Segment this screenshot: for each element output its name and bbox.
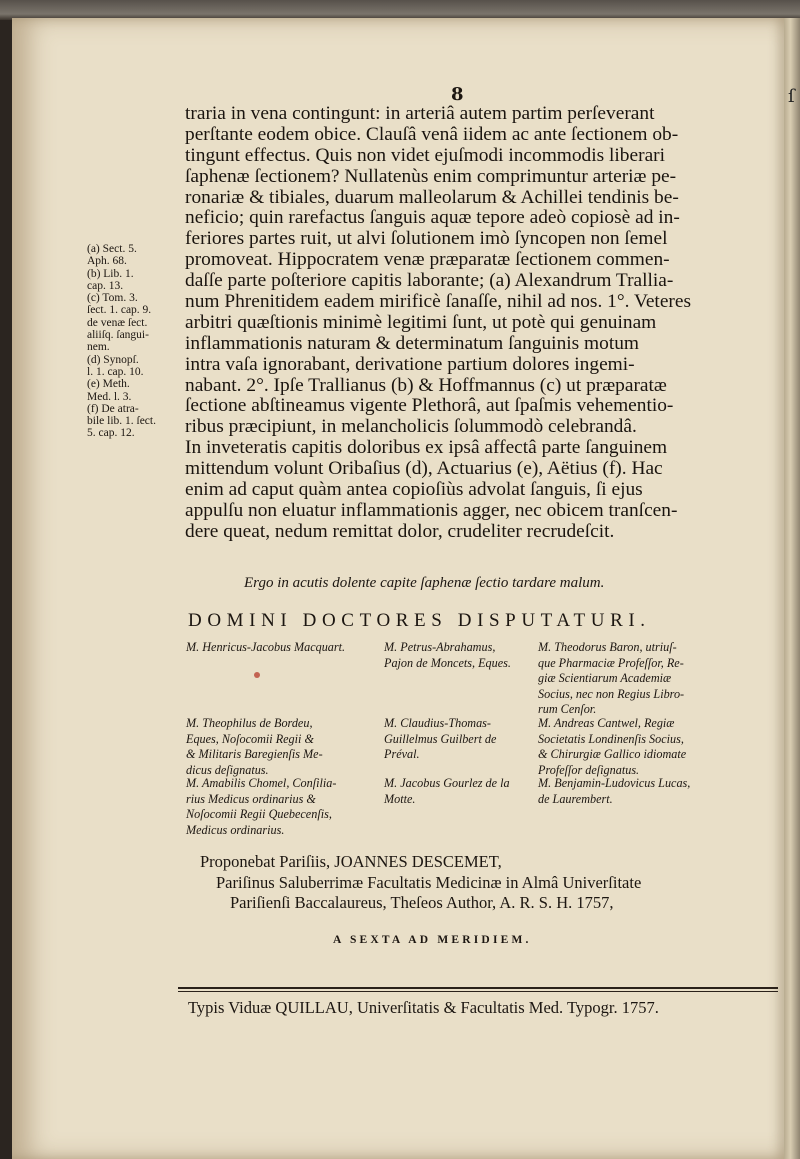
margin-note-line: (c) Tom. 3. bbox=[87, 292, 138, 305]
margin-note-line: (b) Lib. 1. bbox=[87, 267, 134, 280]
margin-note-line: Aph. 68. bbox=[87, 255, 127, 268]
doctor-line: M. Petrus-Abrahamus, bbox=[384, 640, 496, 654]
doctor-line: Noſocomii Regii Quebecenſis, bbox=[186, 807, 332, 821]
text-line: dere queat, nedum remittat dolor, crudeliter recrudeſcit. bbox=[185, 520, 615, 542]
text-line: feriores partes ruit, ut alvi ſolutionem imò ſyncopen non ſemel bbox=[185, 228, 668, 250]
top-page-edge bbox=[0, 0, 800, 20]
doctor-entry bbox=[538, 640, 684, 718]
margin-note-line: (f) De atra- bbox=[87, 402, 139, 415]
doctor-line: M. Henricus-Jacobus Macquart. bbox=[186, 640, 346, 654]
text-line: traria in vena contingunt: in arteriâ autem partim perſeverant bbox=[185, 103, 655, 124]
text-line: tingunt effectus. Quis non videt ejuſmodi incommodis liberari bbox=[185, 144, 666, 166]
doctor-entry bbox=[384, 716, 496, 763]
margin-note-line: bile lib. 1. ſect. bbox=[87, 415, 156, 428]
proponebat-line: Pariſinus Saluberrimæ Facultatis Medicinæ in Almâ Univerſitate bbox=[216, 872, 642, 892]
doctor-line: M. Theophilus de Bordeu, bbox=[186, 716, 313, 730]
doctor-entry bbox=[384, 776, 510, 807]
doctor-line: Motte. bbox=[384, 791, 416, 806]
text-line: intra vaſa ignorabant, derivatione partium dolores ingemi- bbox=[185, 353, 635, 375]
margin-note-line: 5. cap. 12. bbox=[87, 427, 135, 440]
time-line: A SEXTA AD MERIDIEM. bbox=[333, 934, 532, 946]
doctor-line: giæ Scientiarum Academiæ bbox=[538, 671, 672, 685]
doctor-line: & Militaris Baregienſis Me- bbox=[186, 747, 323, 761]
doctor-line: & Chirurgiæ Gallico idiomate bbox=[538, 747, 687, 761]
text-line: nabant. 2°. Ipſe Trallianus (b) & Hoffmannus (c) ut præparatæ bbox=[185, 374, 667, 396]
margin-note-line: l. 1. cap. 10. bbox=[87, 365, 144, 378]
proponebat-line: Proponebat Pariſiis, JOANNES DESCEMET, bbox=[200, 852, 502, 871]
text-line: ſectione abſtineamus vigente Plethorâ, aut ſpaſmis vehementio- bbox=[185, 395, 674, 417]
disputants-heading: DOMINI DOCTORES DISPUTATURI. bbox=[188, 610, 651, 631]
doctor-line: que Pharmaciæ Profeſſor, Re- bbox=[538, 655, 684, 670]
doctor-entry bbox=[538, 776, 690, 807]
margin-note-line: (a) Sect. 5. bbox=[87, 243, 137, 255]
ink-spot bbox=[254, 672, 260, 678]
doctor-line: Eques, Noſocomii Regii & bbox=[186, 731, 314, 746]
doctor-line: M. Claudius-Thomas- bbox=[384, 716, 491, 730]
doctor-line: M. Jacobus Gourlez de la bbox=[384, 776, 510, 790]
doctor-line: dicus deſignatus. bbox=[186, 762, 269, 777]
doctor-line: Medicus ordinarius. bbox=[186, 822, 285, 837]
margin-note-line: aliiſq. ſangui- bbox=[87, 329, 149, 342]
next-page-fragment: ſ bbox=[788, 86, 795, 107]
text-line: ſaphenæ ſectionem? Nullatenùs enim comprimuntur arteriæ pe- bbox=[185, 165, 677, 187]
main-text bbox=[185, 104, 785, 543]
doctor-entry bbox=[186, 776, 336, 838]
doctor-line: Socius, nec non Regius Libro- bbox=[538, 686, 685, 701]
doctor-entry bbox=[186, 640, 345, 656]
doctor-line: M. Amabilis Chomel, Conſilia- bbox=[186, 776, 337, 790]
text-line: num Phrenitidem eadem mirificè ſanaſſe, nihil ad nos. 1°. Veteres bbox=[185, 291, 692, 313]
text-line: mittendum volunt Oribaſius (d), Actuarius (e), Aëtius (f). Hac bbox=[185, 458, 663, 480]
text-line: appulſu non eluatur inflammationis agger, nec obicem tranſcen- bbox=[185, 499, 678, 521]
imprint-rule-thin bbox=[178, 991, 778, 992]
margin-notes bbox=[87, 243, 183, 440]
doctor-entry bbox=[538, 716, 686, 778]
doctor-line: Préval. bbox=[384, 747, 420, 761]
doctor-line: rum Cenſor. bbox=[538, 702, 597, 716]
doctor-line: de Laurembert. bbox=[538, 791, 613, 806]
margin-note-line: (d) Synopſ. bbox=[87, 353, 139, 366]
text-line: arbitri quæſtionis minimè legitimi ſunt, ut potè qui genuinam bbox=[185, 311, 657, 333]
text-line: ronariæ & tibiales, duarum malleolarum & Achillei tendinis be- bbox=[185, 186, 679, 208]
text-line: neficio; quin rarefactus ſanguis aquæ tepore adeò copiosè ad in- bbox=[185, 207, 680, 229]
doctor-line: Guillelmus Guilbert de bbox=[384, 731, 497, 746]
page-edge-right bbox=[784, 18, 800, 1159]
printer-imprint: Typis Viduæ QUILLAU, Univerſitatis & Facultatis Med. Typogr. 1757. bbox=[188, 998, 659, 1017]
margin-note-line: nem. bbox=[87, 341, 110, 354]
doctor-line: M. Benjamin-Ludovicus Lucas, bbox=[538, 776, 691, 790]
margin-note-line: cap. 13. bbox=[87, 279, 124, 292]
margin-note-line: (e) Meth. bbox=[87, 378, 130, 391]
doctor-line: rius Medicus ordinarius & bbox=[186, 791, 316, 806]
text-line: ribus præcipiunt, in melancholicis ſolummodò celebrandâ. bbox=[185, 416, 637, 438]
doctor-entry bbox=[186, 716, 323, 778]
text-line: promoveat. Hippocratem venæ præparatæ ſectionem commen- bbox=[185, 249, 670, 271]
imprint-rule bbox=[178, 987, 778, 989]
margin-note-line: Med. l. 3. bbox=[87, 390, 132, 403]
doctor-line: Profeſſor deſignatus. bbox=[538, 762, 640, 777]
text-line: In inveteratis capitis doloribus ex ipsâ affectâ parte ſanguinem bbox=[185, 437, 668, 459]
doctor-line: M. Andreas Cantwel, Regiæ bbox=[538, 716, 675, 730]
page-number: 8 bbox=[451, 84, 464, 105]
text-line: daſſe parte poſteriore capitis laborante; (a) Alexandrum Trallia- bbox=[185, 270, 674, 292]
proponebat-line: Pariſienſi Baccalaureus, Theſeos Author, A. R. S. H. 1757, bbox=[230, 893, 614, 912]
margin-note-line: de venæ ſect. bbox=[87, 316, 148, 329]
doctor-line: Pajon de Moncets, Eques. bbox=[384, 655, 511, 670]
text-line: enim ad caput quàm antea copioſiùs advolat ſanguis, ſi ejus bbox=[185, 479, 643, 501]
doctor-line: M. Theodorus Baron, utriuſ- bbox=[538, 640, 677, 654]
text-line: inflammationis naturam & determinatum ſanguinis motum bbox=[185, 332, 639, 354]
doctor-line: Societatis Londinenſis Socius, bbox=[538, 731, 684, 746]
conclusion-line: Ergo in acutis dolente capite ſaphenæ ſectio tardare malum. bbox=[244, 575, 605, 591]
doctor-entry bbox=[384, 640, 511, 671]
text-line: perſtante eodem obice. Clauſâ venâ iidem ac ante ſectionem ob- bbox=[185, 123, 679, 145]
margin-note-line: ſect. 1. cap. 9. bbox=[87, 304, 152, 317]
proponebat-block bbox=[200, 852, 760, 914]
